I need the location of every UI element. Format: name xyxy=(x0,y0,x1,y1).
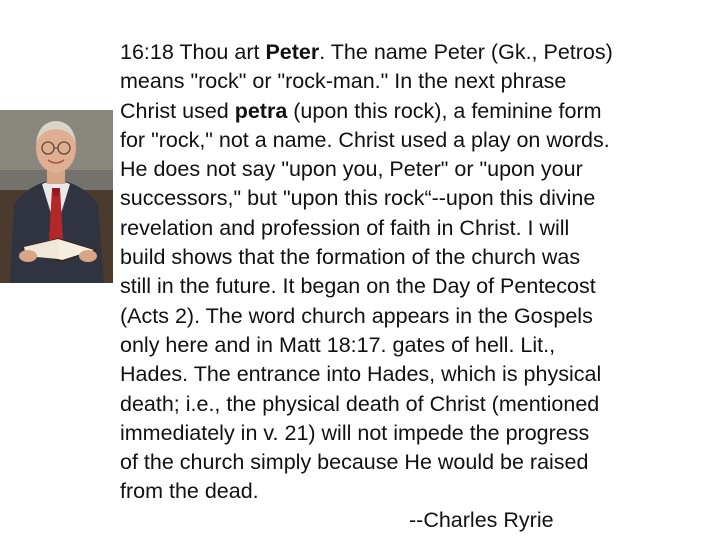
note-text-run: revelation and profession of faith in Christ. I will xyxy=(120,215,570,240)
note-line xyxy=(120,331,720,360)
note-text-run: means "rock" or "rock-man." In the next phrase xyxy=(120,69,567,94)
attribution: --Charles Ryrie xyxy=(409,508,554,532)
note-line xyxy=(120,184,720,213)
note-text-run: for "rock," not a name. Christ used a play on words. xyxy=(120,127,610,152)
note-text-run: Christ used xyxy=(120,98,235,123)
note-line xyxy=(120,477,720,506)
note-line xyxy=(120,67,720,96)
note-line xyxy=(120,360,720,389)
emphasized-term: Peter xyxy=(265,40,320,64)
note-text-run: Hades. The entrance into Hades, which is physical xyxy=(120,362,602,387)
note-text-run: (Acts 2). The word church appears in the Gospels xyxy=(120,303,593,328)
note-text-run: only here and in Matt 18:17. gates of hell. Lit., xyxy=(120,332,556,357)
note-line xyxy=(120,38,720,67)
ryrie-note-text xyxy=(120,38,720,507)
note-text-run: of the church simply because He would be raised xyxy=(120,450,589,475)
author-portrait-drawing xyxy=(0,110,113,283)
note-line xyxy=(120,214,720,243)
note-text-run: death; i.e., the physical death of Christ (mentioned xyxy=(120,391,600,416)
note-text-run: successors," but "upon this rock“--upon this divine xyxy=(120,186,596,211)
note-line xyxy=(120,390,720,419)
note-line xyxy=(120,448,720,477)
note-text-run: from the dead. xyxy=(120,479,259,504)
note-text-run: build shows that the formation of the church was xyxy=(120,245,581,270)
author-portrait xyxy=(0,110,113,283)
note-line xyxy=(120,97,720,126)
note-line xyxy=(120,155,720,184)
note-text-run: . The name Peter (Gk., Petros) xyxy=(319,40,613,64)
note-text-run: immediately in v. 21) will not impede the progress xyxy=(120,420,590,445)
note-line xyxy=(120,126,720,155)
note-line xyxy=(120,419,720,448)
note-text-run: He does not say "upon you, Peter" or "upon your xyxy=(120,157,583,182)
note-text-run: (upon this rock), a feminine form xyxy=(287,98,602,123)
note-text-run: 16:18 Thou art xyxy=(120,40,266,64)
note-line xyxy=(120,272,720,301)
note-line xyxy=(120,302,720,331)
note-line xyxy=(120,243,720,272)
emphasized-term: petra xyxy=(234,98,288,123)
note-text-run: still in the future. It began on the Day of Pentecost xyxy=(120,274,596,299)
